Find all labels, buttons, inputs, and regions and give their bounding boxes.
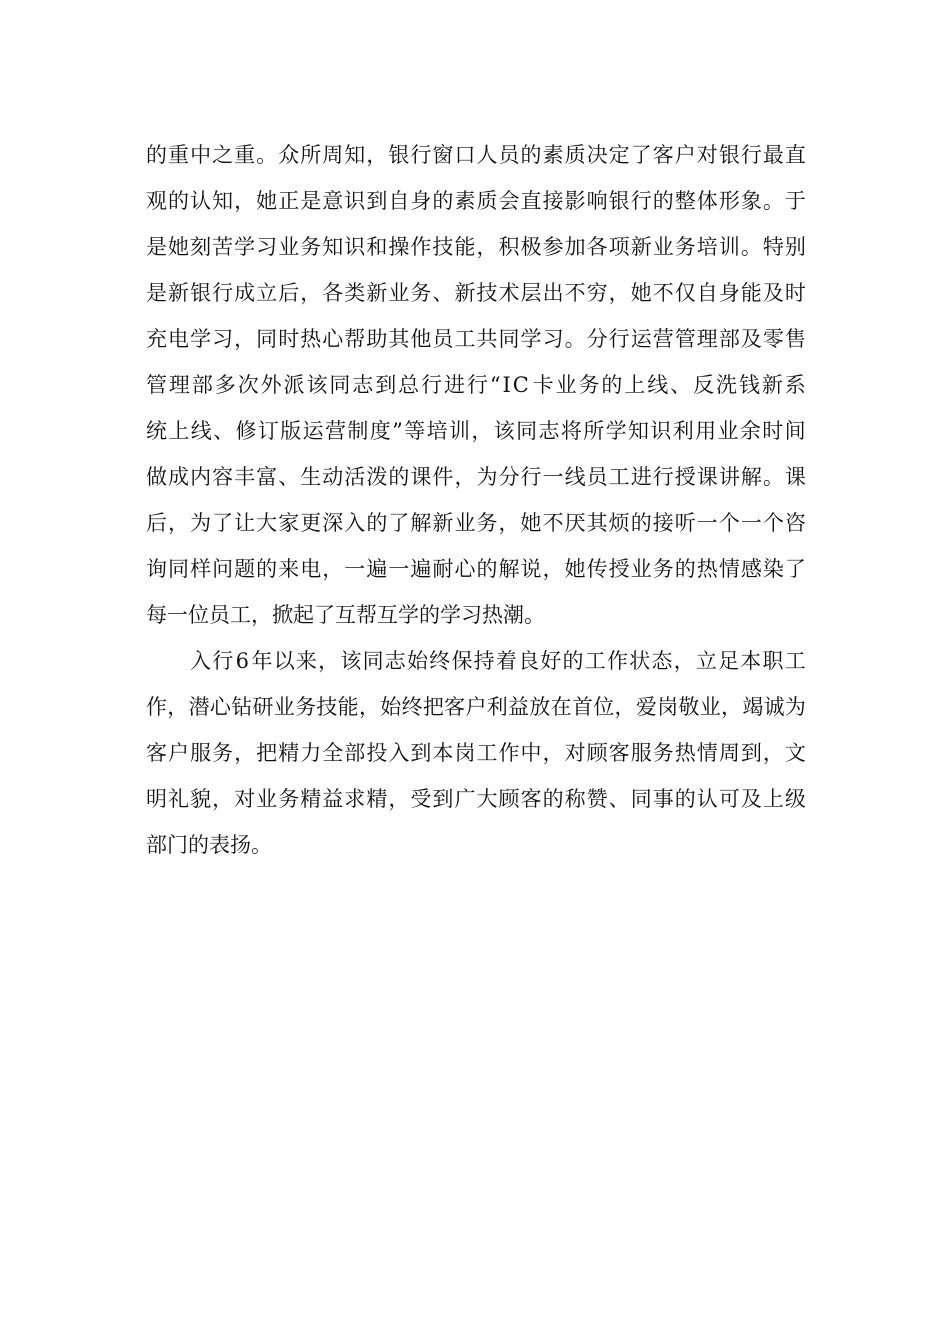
text-line: 观 的 认 知 ， 她 正 是 意 识 到 自 身 的 素 质 会 直 接 影 响 银 行 的 整 体 形 象 。 于 [146, 189, 806, 213]
text-line: 入 行 6 年 以 来 ， 该 同 志 始 终 保 持 着 良 好 的 工 作 状 态 ， 立 足 本 职 工 [190, 649, 806, 673]
paragraph-1 [146, 132, 806, 638]
text-line: 明 礼 貌 ， 对 业 务 精 益 求 精 ， 受 到 广 大 顾 客 的 称 赞 、 同 事 的 认 可 及 上 级 [146, 787, 806, 811]
text-line: 客 户 服 务 ， 把 精 力 全 部 投 入 到 本 岗 工 作 中 ， 对 顾 客 服 务 热 情 周 到 ， 文 [146, 741, 806, 765]
body-text [146, 132, 806, 868]
text-line: 部门的表扬。 [146, 833, 272, 857]
text-line: 做 成 内 容 丰 富 、 生 动 活 泼 的 课 件 ， 为 分 行 一 线 员 工 进 行 授 课 讲 解 。 课 [146, 465, 806, 489]
text-line: 管 理 部 多 次 外 派 该 同 志 到 总 行 进 行 “ I C 卡 业 务 的 上 线 、 反 洗 钱 新 系 [146, 373, 806, 397]
text-line: 是 新 银 行 成 立 后 ， 各 类 新 业 务 、 新 技 术 层 出 不 穷 ， 她 不 仅 自 身 能 及 时 [146, 281, 806, 305]
text-line: 的 重 中 之 重 。 众 所 周 知 ， 银 行 窗 口 人 员 的 素 质 决 定 了 客 户 对 银 行 最 直 [146, 143, 806, 167]
paragraph-2 [146, 638, 806, 868]
text-line: 是 她 刻 苦 学 习 业 务 知 识 和 操 作 技 能 ， 积 极 参 加 各 项 新 业 务 培 训 。 特 别 [146, 235, 806, 259]
text-line: 作 ， 潜 心 钻 研 业 务 技 能 ， 始 终 把 客 户 利 益 放 在 首 位 ， 爱 岗 敬 业 ， 竭 诚 为 [146, 695, 806, 719]
text-line: 统 上 线 、 修 订 版 运 营 制 度 ” 等 培 训 ， 该 同 志 将 所 学 知 识 利 用 业 余 时 间 [146, 419, 806, 443]
text-line: 充 电 学 习 ， 同 时 热 心 帮 助 其 他 员 工 共 同 学 习 。 分 行 运 营 管 理 部 及 零 售 [146, 327, 806, 351]
text-line: 后 ， 为 了 让 大 家 更 深 入 的 了 解 新 业 务 ， 她 不 厌 其 烦 的 接 听 一 个 一 个 咨 [146, 511, 806, 535]
text-line: 每一位员工，掀起了互帮互学的学习热潮。 [146, 603, 545, 627]
text-line: 询 同 样 问 题 的 来 电 ， 一 遍 一 遍 耐 心 的 解 说 ， 她 传 授 业 务 的 热 情 感 染 了 [146, 557, 806, 581]
